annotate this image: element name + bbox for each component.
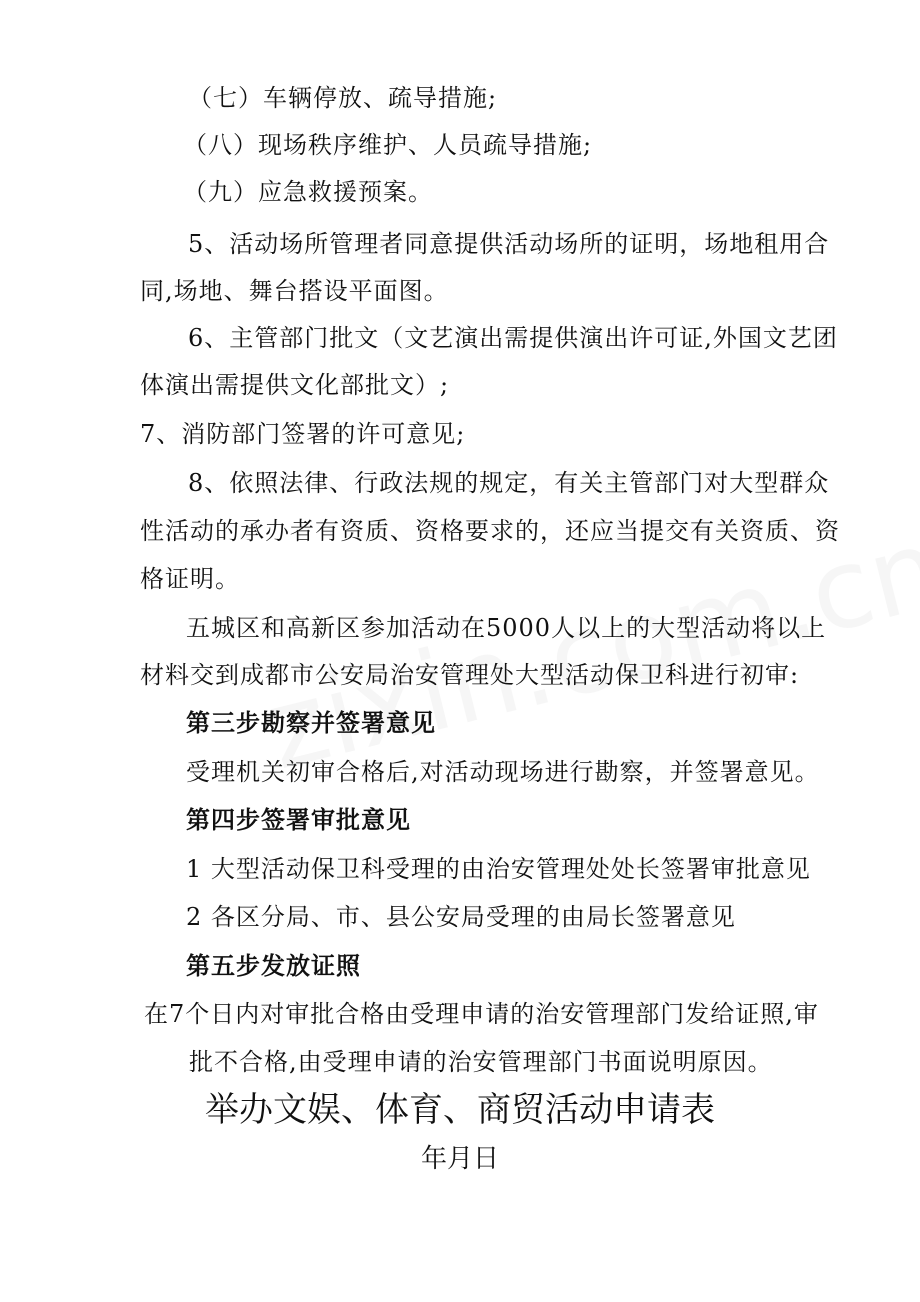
paragraph-districts-line-2: 材料交到成都市公安局治安管理处大型活动保卫科进行初审:: [140, 661, 800, 689]
step-four-item-2: 2 各区分局、市、县公安局受理的由局长签署意见: [186, 903, 736, 931]
list-item-emergency-plan: （九）应急救援预案。: [183, 178, 433, 206]
paragraph-item-7: 7、消防部门签署的许可意见;: [140, 420, 466, 448]
paragraph-item-8-line-2: 性活动的承办者有资质、资格要求的，还应当提交有关资质、资: [140, 517, 840, 545]
paragraph-item-8-line-3: 格证明。: [140, 565, 240, 593]
step-four-item-1: 1 大型活动保卫科受理的由治安管理处处长签署审批意见: [186, 855, 811, 883]
watermark: [255, 504, 920, 795]
step-five-heading: 第五步发放证照: [186, 951, 361, 980]
step-five-text-line-2: 批不合格,由受理申请的治安管理部门书面说明原因。: [189, 1048, 773, 1076]
step-five-text-line-1: 在7个日内对审批合格由受理申请的治安管理部门发给证照,审: [144, 1000, 819, 1028]
step-three-heading: 第三步勘察并签署意见: [186, 708, 436, 737]
paragraph-item-6-line-2: 体演出需提供文化部批文）;: [140, 371, 450, 399]
list-item-vehicle-parking: （七）车辆停放、疏导措施;: [188, 84, 498, 112]
paragraph-item-5-line-2: 同,场地、舞台搭设平面图。: [140, 277, 449, 305]
step-four-heading: 第四步签署审批意见: [186, 805, 411, 834]
form-title: 举办文娱、体育、商贸活动申请表: [205, 1090, 715, 1130]
step-three-text: 受理机关初审合格后,对活动现场进行勘察，并签署意见。: [186, 758, 820, 786]
paragraph-item-6-line-1: 6、主管部门批文（文艺演出需提供演出许可证,外国文艺团: [188, 324, 838, 352]
list-item-site-order: （八）现场秩序维护、人员疏导措施;: [183, 131, 593, 159]
paragraph-item-8-line-1: 8、依照法律、行政法规的规定，有关主管部门对大型群众: [188, 469, 830, 497]
paragraph-item-5-line-1: 5、活动场所管理者同意提供活动场所的证明，场地租用合: [188, 230, 830, 258]
paragraph-districts-line-1: 五城区和高新区参加活动在5000人以上的大型活动将以上: [186, 614, 827, 642]
date-line: 年月日: [420, 1144, 499, 1174]
